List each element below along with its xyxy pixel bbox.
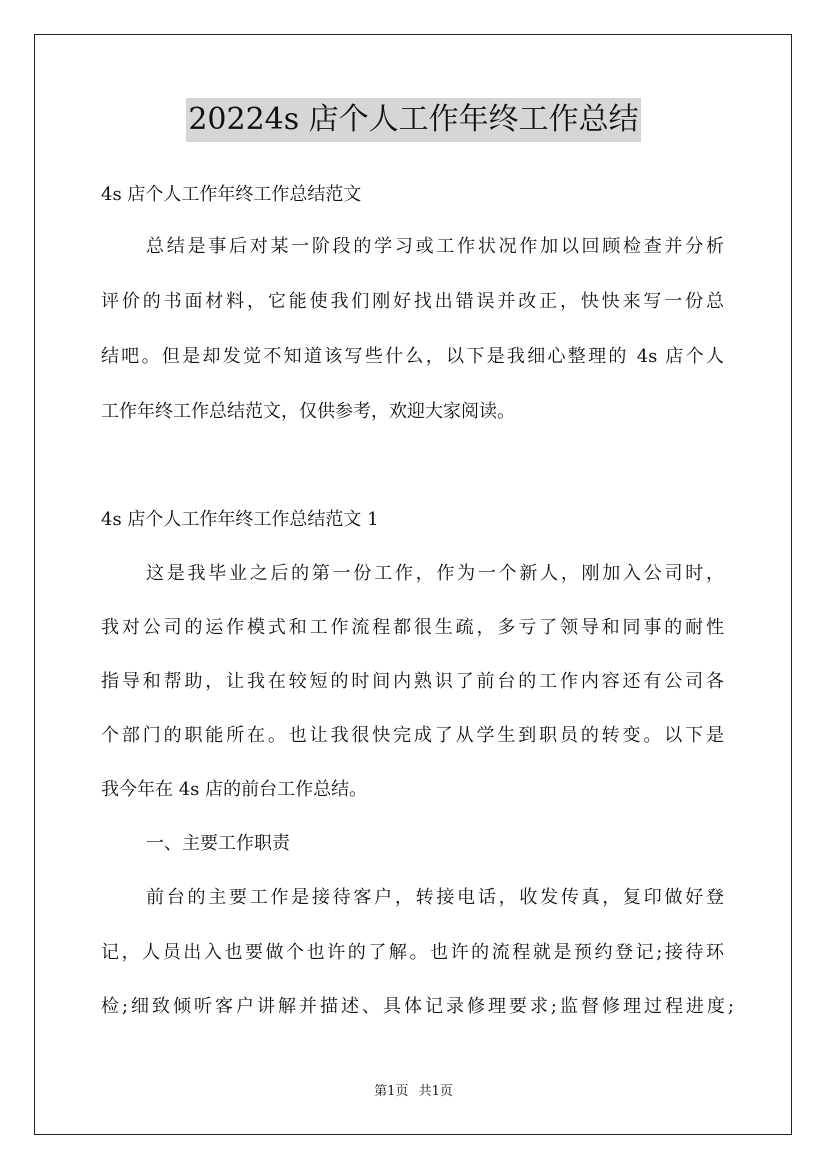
section-line-3: 指导和帮助，让我在较短的时间内熟识了前台的工作内容还有公司各 — [101, 671, 724, 692]
item-line-2: 记，人员出入也要做个也许的了解。也许的流程就是预约登记;接待环 — [101, 942, 724, 963]
item-line-3: 检;细致倾听客户讲解并描述、具体记录修理要求;监督修理过程进度; — [101, 996, 734, 1017]
intro-line-3: 结吧。但是却发觉不知道该写些什么，以下是我细心整理的 4s 店个人 — [101, 346, 724, 367]
intro-line-4: 工作年终工作总结范文，仅供参考，欢迎大家阅读。 — [101, 401, 515, 422]
page-total: 共1页 — [418, 1084, 453, 1099]
section-line-5: 我今年在 4s 店的前台工作总结。 — [101, 779, 368, 800]
item-heading: 一、主要工作职责 — [146, 833, 290, 854]
intro-line-1: 总结是事后对某一阶段的学习或工作状况作加以回顾检查并分析 — [146, 236, 724, 257]
intro-line-2: 评价的书面材料，它能使我们刚好找出错误并改正，快快来写一份总 — [101, 291, 724, 312]
title-container — [0, 98, 827, 142]
section-line-1: 这是我毕业之后的第一份工作，作为一个新人，刚加入公司时， — [146, 563, 724, 584]
document-subtitle: 4s 店个人工作年终工作总结范文 — [101, 184, 362, 205]
page-number: 第1页 — [374, 1084, 409, 1099]
document-title: 20224s 店个人工作年终工作总结 — [186, 98, 640, 142]
section-line-2: 我对公司的运作模式和工作流程都很生疏，多亏了领导和同事的耐性 — [101, 617, 724, 638]
item-line-1: 前台的主要工作是接待客户，转接电话，收发传真，复印做好登 — [146, 887, 724, 908]
page-footer — [0, 1083, 827, 1101]
section-line-4: 个部门的职能所在。也让我很快完成了从学生到职员的转变。以下是 — [101, 725, 724, 746]
section-heading: 4s 店个人工作年终工作总结范文 1 — [101, 509, 379, 530]
